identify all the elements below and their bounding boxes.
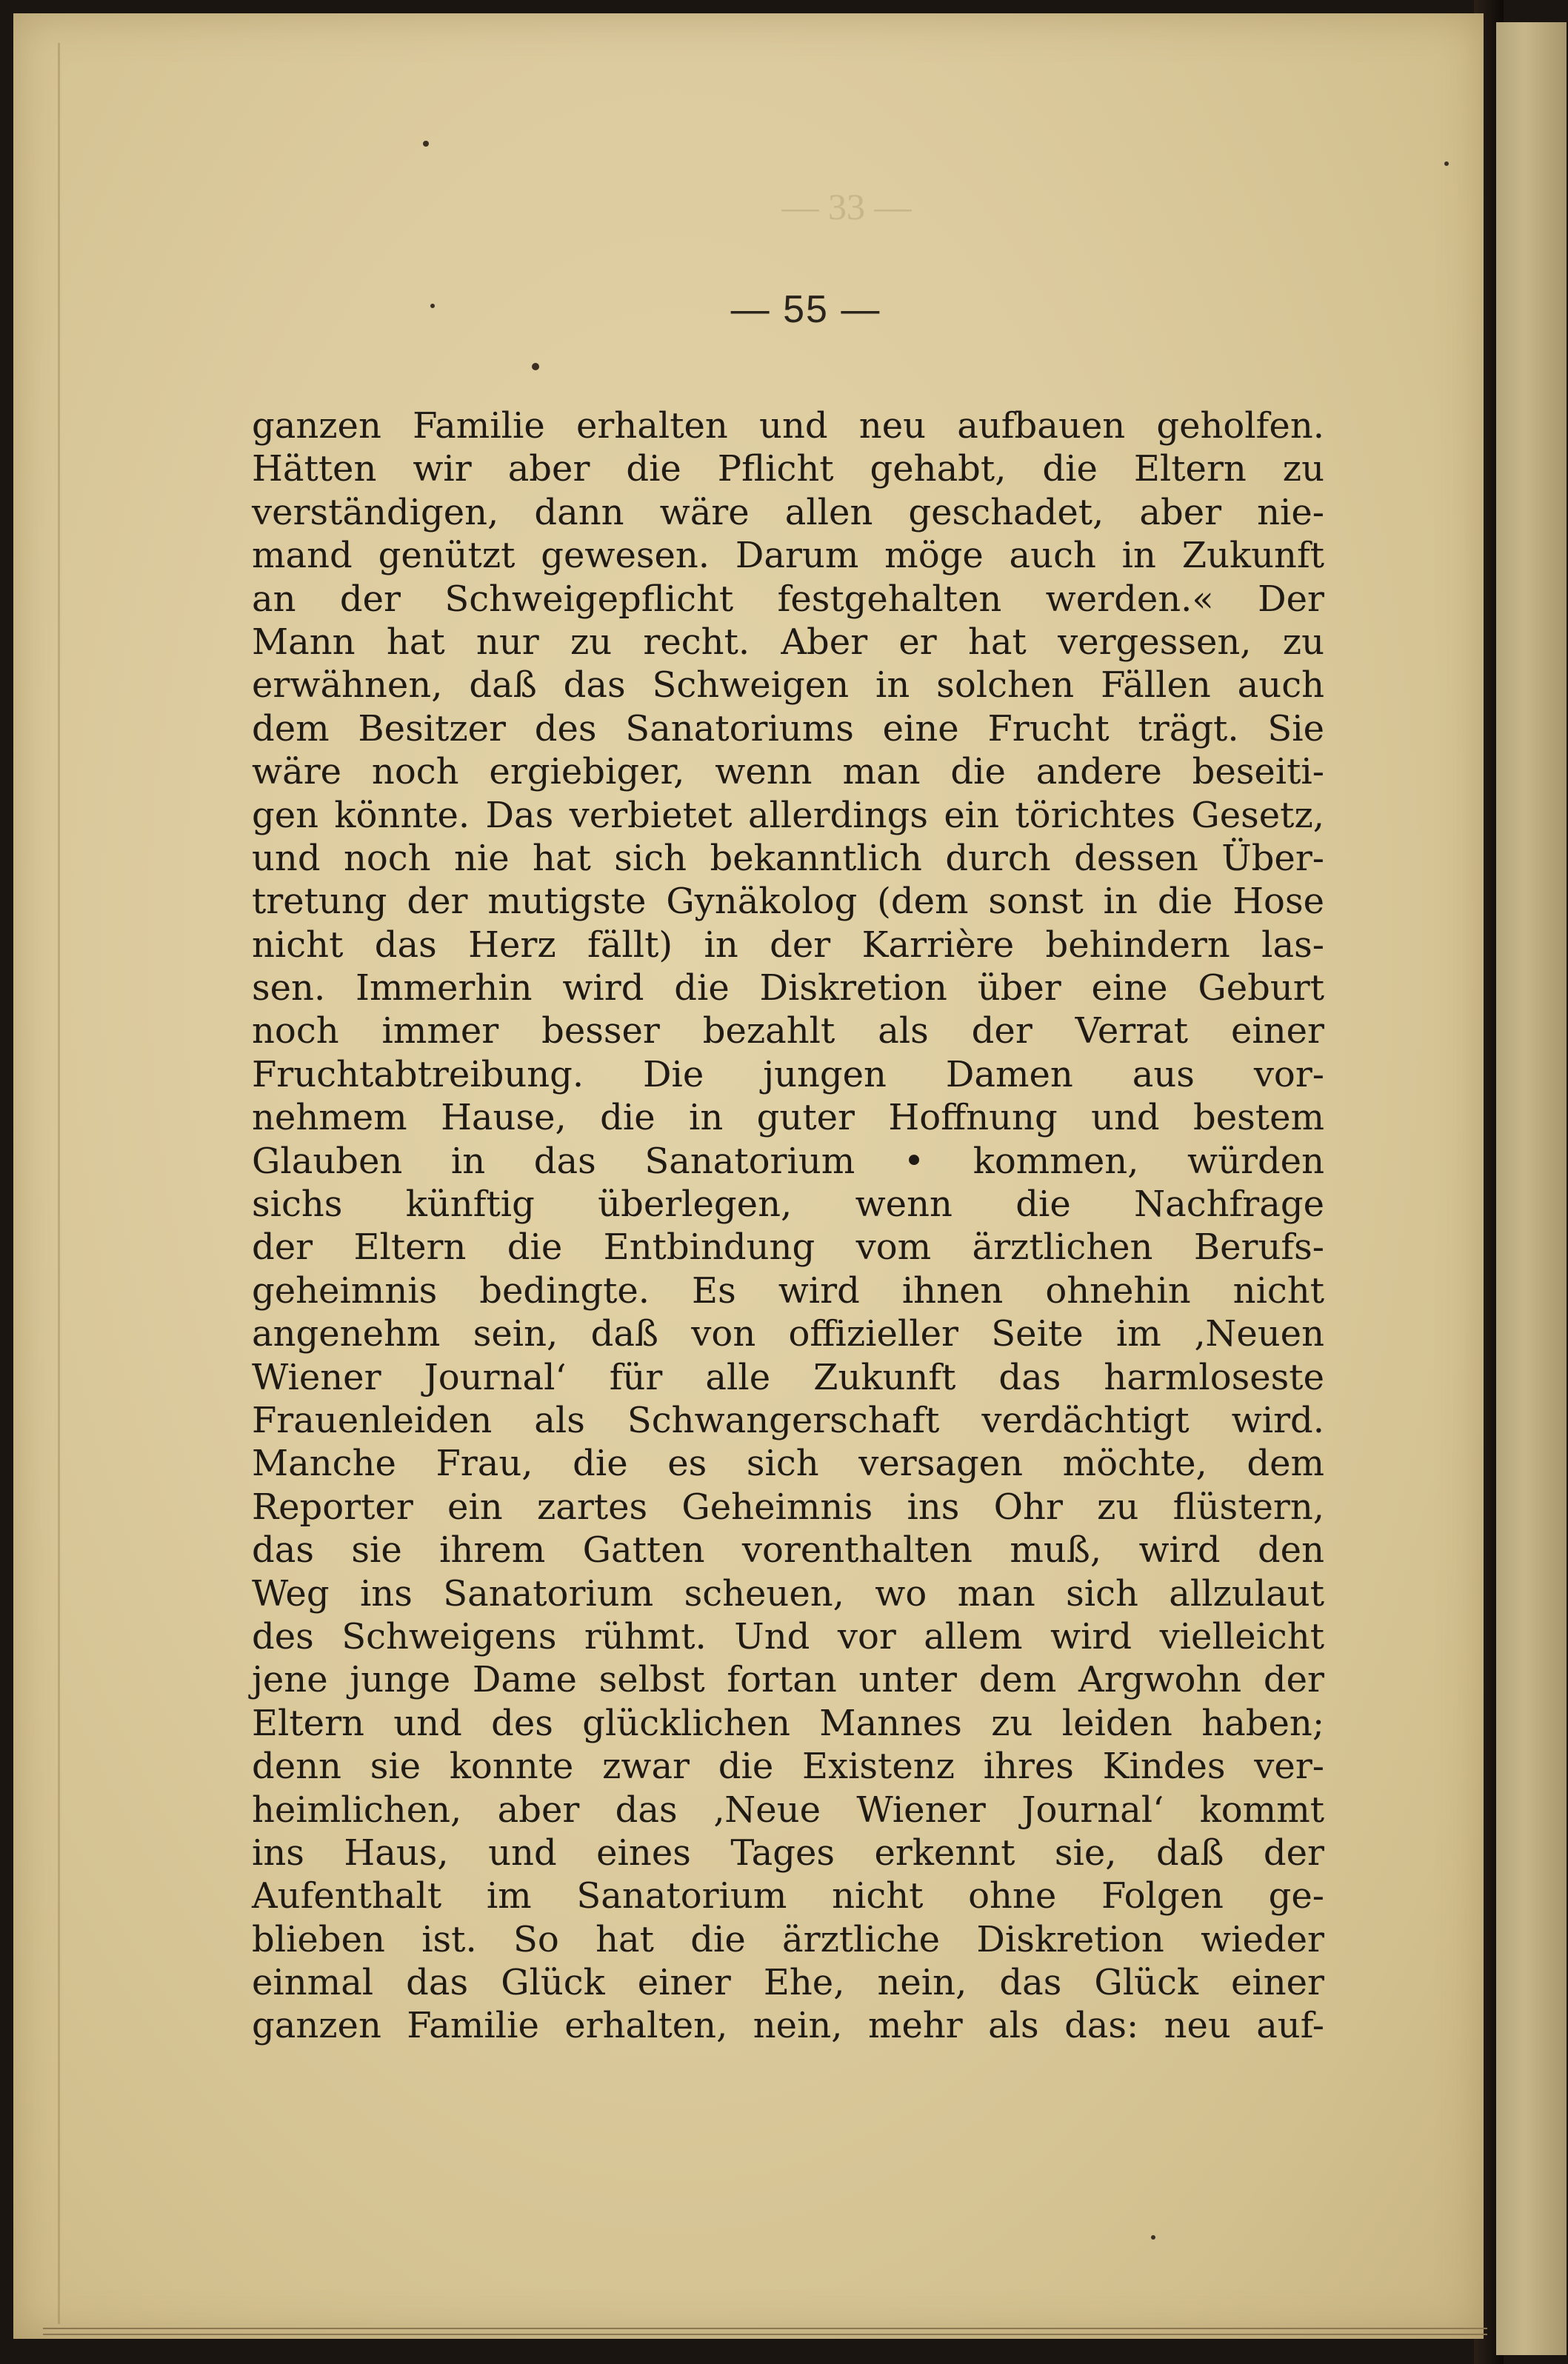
text-line: angenehm sein, daß von offizieller Seite im ‚Neuen — [252, 1313, 1324, 1355]
page-number: — 55 — — [730, 288, 881, 331]
text-line: Fruchtabtreibung. Die jungen Damen aus vor- — [252, 1053, 1324, 1095]
text-line: verständigen, dann wäre allen geschadet, aber nie- — [252, 491, 1324, 533]
text-line: Aufenthalt im Sanatorium nicht ohne Folgen ge- — [252, 1875, 1324, 1917]
text-line: ganzen Familie erhalten und neu aufbauen geholfen. — [252, 405, 1324, 447]
text-line: geheimnis bedingte. Es wird ihnen ohnehin nicht — [252, 1269, 1324, 1312]
text-line: blieben ist. So hat die ärztliche Diskretion wieder — [252, 1918, 1324, 1960]
page-left-edge — [58, 43, 60, 2324]
text-line: mand genützt gewesen. Darum möge auch in Zukunft — [252, 535, 1324, 577]
text-line: Hätten wir aber die Pflicht gehabt, die Eltern zu — [252, 448, 1324, 490]
text-line: das sie ihrem Gatten vorenthalten muß, wird den — [252, 1529, 1324, 1572]
text-line: Frauenleiden als Schwangerschaft verdächtigt wird. — [252, 1399, 1324, 1441]
text-line: jene junge Dame selbst fortan unter dem Argwohn der — [252, 1659, 1324, 1701]
text-line: Mann hat nur zu recht. Aber er hat vergessen, zu — [252, 621, 1324, 663]
text-line: Manche Frau, die es sich versagen möchte, dem — [252, 1443, 1324, 1485]
text-line: tretung der mutigste Gynäkolog (dem sonst in die Hose — [252, 881, 1324, 923]
text-line: gen könnte. Das verbietet allerdings ein törichtes Gesetz, — [252, 794, 1324, 836]
show-through-page-number: — 33 — — [781, 186, 912, 227]
text-line: Wiener Journal‘ für alle Zukunft das harmloseste — [252, 1356, 1324, 1398]
text-line: Glauben in das Sanatorium • kommen, würden — [252, 1140, 1324, 1182]
text-line: ganzen Familie erhalten, nein, mehr als das: neu auf- — [252, 2005, 1324, 2047]
body-text — [252, 404, 1324, 2048]
text-line: nicht das Herz fällt) in der Karrière behindern las- — [252, 924, 1324, 966]
ink-fleck — [430, 304, 435, 308]
page-bottom-edge — [43, 2328, 1487, 2335]
text-line: einmal das Glück einer Ehe, nein, das Glück einer — [252, 1962, 1324, 2004]
text-line: sichs künftig überlegen, wenn die Nachfrage — [252, 1183, 1324, 1226]
text-line: wäre noch ergiebiger, wenn man die andere beseiti- — [252, 751, 1324, 793]
text-line: sen. Immerhin wird die Diskretion über eine Geburt — [252, 967, 1324, 1009]
text-line: und noch nie hat sich bekanntlich durch dessen Über- — [252, 837, 1324, 879]
ink-fleck — [1151, 2235, 1155, 2240]
text-line: dem Besitzer des Sanatoriums eine Frucht trägt. Sie — [252, 707, 1324, 749]
text-line: erwähnen, daß das Schweigen in solchen Fällen auch — [252, 664, 1324, 707]
text-line: denn sie konnte zwar die Existenz ihres Kindes ver- — [252, 1746, 1324, 1788]
text-line: Weg ins Sanatorium scheuen, wo man sich allzulaut — [252, 1572, 1324, 1615]
book-page — [13, 13, 1484, 2339]
underlying-page-edge — [1496, 22, 1567, 2355]
text-line: Eltern und des glücklichen Mannes zu leiden haben; — [252, 1702, 1324, 1744]
ink-fleck — [423, 141, 429, 147]
text-line: ins Haus, und eines Tages erkennt sie, daß der — [252, 1832, 1324, 1874]
text-line: noch immer besser bezahlt als der Verrat einer — [252, 1010, 1324, 1052]
text-line: Reporter ein zartes Geheimnis ins Ohr zu flüstern, — [252, 1486, 1324, 1528]
text-line: des Schweigens rühmt. Und vor allem wird vielleicht — [252, 1615, 1324, 1657]
ink-fleck — [1444, 161, 1449, 166]
text-line: heimlichen, aber das ‚Neue Wiener Journal‘ kommt — [252, 1789, 1324, 1831]
text-line: der Eltern die Entbindung vom ärztlichen Berufs- — [252, 1226, 1324, 1269]
text-line: nehmem Hause, die in guter Hoffnung und bestem — [252, 1097, 1324, 1139]
ink-fleck — [532, 363, 539, 370]
text-line: an der Schweigepflicht festgehalten werden.« Der — [252, 578, 1324, 620]
